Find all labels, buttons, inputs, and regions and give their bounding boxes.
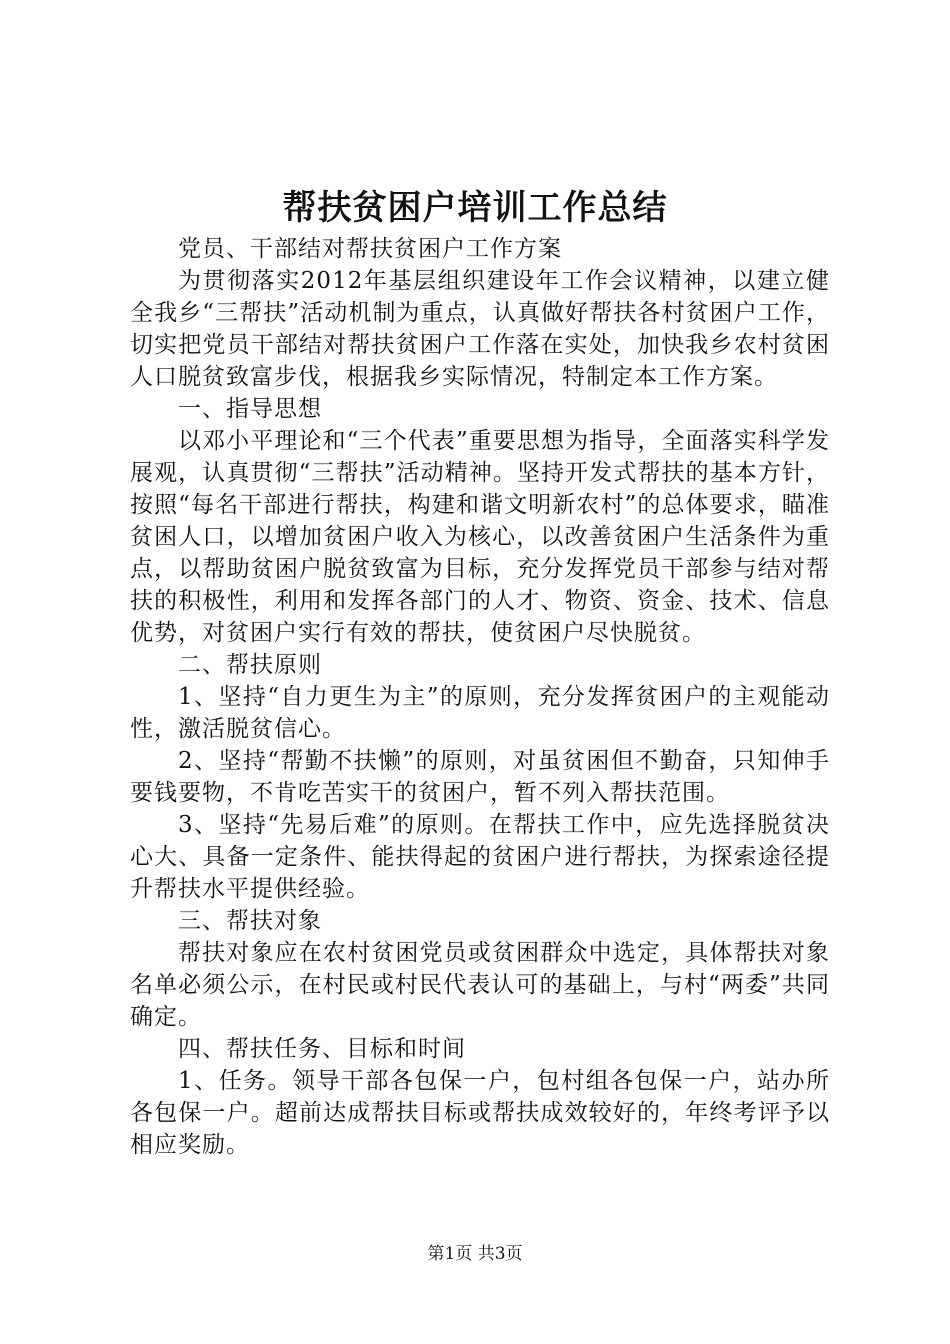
paragraph-subtitle: 党员、干部结对帮扶贫困户工作方案 (178, 236, 562, 262)
paragraph-guiding-ideology: 以邓小平理论和“三个代表”重要思想为指导，全面落实科学发展观，认真贯彻“三帮扶”活动精神。坚持开发式帮扶的基本方针，按照“每名干部进行帮扶，构建和谐文明新农村”的总体要求，瞄准贫困人口，以增加贫困户收入为核心，以改善贫困户生活条件为重点，以帮助贫困户脱贫致富为目标，充分发挥党员干部参与结对帮扶的积极性，利用和发挥各部门的人才、物资、资金、技术、信息优势，对贫困户实行有效的帮扶，使贫困户尽快脱贫。 (130, 428, 830, 646)
section-heading-guiding-ideology: 一、指导思想 (178, 396, 322, 422)
paragraph-principle-2: 2、坚持“帮勤不扶懒”的原则，对虽贫困但不勤奋，只知伸手要钱要物，不肯吃苦实干的贫困户，暂不列入帮扶范围。 (130, 748, 830, 806)
section-heading-principles: 二、帮扶原则 (178, 652, 322, 678)
document-body (130, 233, 830, 1161)
paragraph-principle-3: 3、坚持“先易后难”的原则。在帮扶工作中，应先选择脱贫决心大、具备一定条件、能扶得起的贫困户进行帮扶，为探索途径提升帮扶水平提供经验。 (130, 812, 830, 902)
document-title: 帮扶贫困户培训工作总结 (282, 188, 668, 228)
page-number-footer: 第1页 共3页 (427, 1244, 523, 1264)
paragraph-principle-1: 1、坚持“自力更生为主”的原则，充分发挥贫困户的主观能动性，激活脱贫信心。 (130, 684, 830, 742)
paragraph-targets: 帮扶对象应在农村贫困党员或贫困群众中选定，具体帮扶对象名单必须公示，在村民或村民代表认可的基础上，与村“两委”共同确定。 (130, 940, 830, 1030)
paragraph-task-1: 1、任务。领导干部各包保一户，包村组各包保一户，站办所各包保一户。超前达成帮扶目标或帮扶成效较好的，年终考评予以相应奖励。 (130, 1068, 830, 1158)
section-heading-targets: 三、帮扶对象 (178, 908, 322, 934)
section-heading-tasks: 四、帮扶任务、目标和时间 (178, 1036, 466, 1062)
paragraph-intro: 为贯彻落实2012年基层组织建设年工作会议精神，以建立健全我乡“三帮扶”活动机制为重点，认真做好帮扶各村贫困户工作，切实把党员干部结对帮扶贫困户工作落在实处，加快我乡农村贫困人口脱贫致富步伐，根据我乡实际情况，特制定本工作方案。 (130, 268, 830, 390)
